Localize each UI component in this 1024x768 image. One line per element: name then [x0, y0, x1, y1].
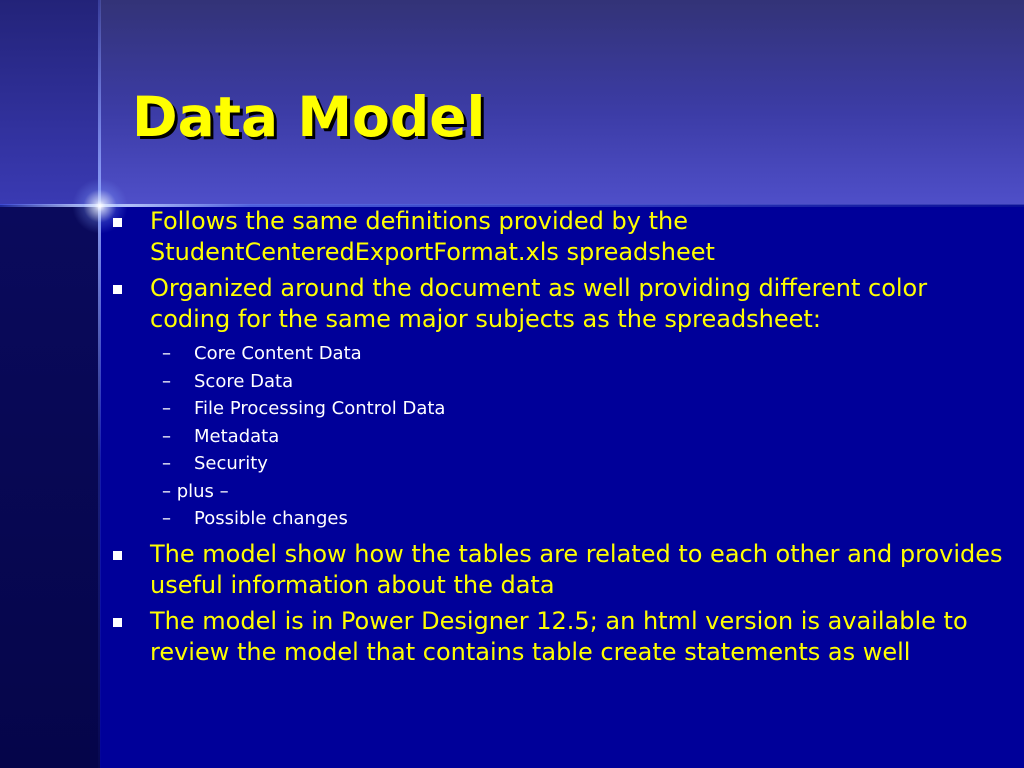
sub-item-text: Core Content Data: [194, 343, 362, 364]
bullet-text: Organized around the document as well providing different color coding for the same major subjects as the spreadsheet:: [150, 274, 928, 333]
square-bullet-icon: [113, 551, 122, 560]
sub-item: [108, 450, 1013, 478]
dash-marker: –: [162, 425, 171, 447]
vertical-divider-line: [98, 0, 101, 768]
square-bullet-icon: [113, 218, 122, 227]
plus-separator: – plus –: [162, 480, 229, 502]
bullet-item: [108, 273, 1013, 335]
sub-item: [108, 395, 1013, 423]
bullet-item: [108, 539, 1013, 601]
dash-marker: –: [162, 453, 171, 474]
bullet-text: The model show how the tables are related to each other and provides useful information about the data: [150, 539, 1003, 599]
bullet-item: [108, 606, 1013, 668]
sub-item-text: Security: [194, 453, 268, 474]
dash-marker: –: [162, 343, 171, 364]
bullet-text: Follows the same definitions provided by the StudentCenteredExportFormat.xls spreadsheet: [150, 207, 715, 266]
bullet-list: [108, 206, 1013, 673]
sub-item-text: File Processing Control Data: [194, 398, 446, 419]
square-bullet-icon: [113, 618, 122, 627]
sub-item-text: Score Data: [194, 370, 294, 392]
dash-marker: –: [162, 398, 171, 419]
sub-item: [108, 505, 1013, 533]
square-bullet-icon: [113, 285, 122, 294]
left-decor-band: [0, 0, 100, 768]
sub-item: [108, 368, 1013, 396]
dash-marker: –: [162, 370, 171, 392]
bullet-text: The model is in Power Designer 12.5; an html version is available to review the model that contains table create statements as well: [150, 606, 968, 666]
sub-item-text: Possible changes: [194, 508, 348, 529]
sub-list: [108, 340, 1013, 533]
sub-item: [108, 423, 1013, 451]
bullet-item: [108, 206, 1013, 268]
dash-marker: –: [162, 508, 171, 529]
sub-item-text: Metadata: [194, 425, 280, 447]
sub-item: [108, 340, 1013, 368]
slide-title: Data Model: [132, 85, 486, 149]
